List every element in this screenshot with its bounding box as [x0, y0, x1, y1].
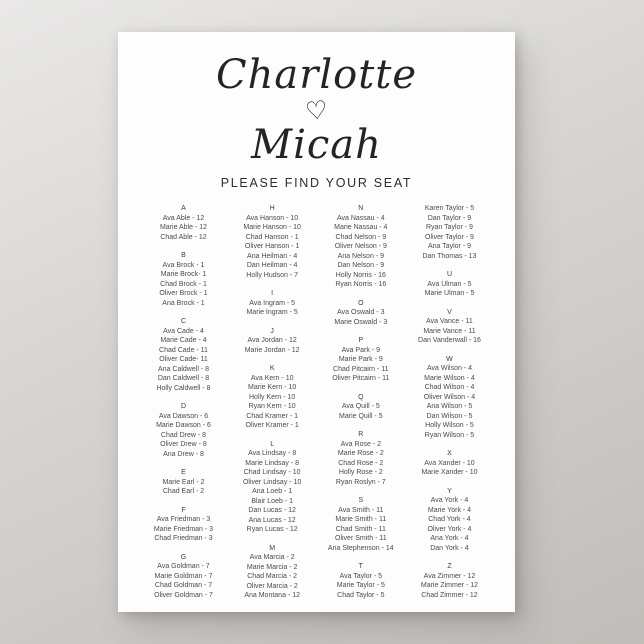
- group-letter: A: [181, 205, 186, 213]
- guest-entry: Dan York - 4: [430, 544, 469, 552]
- guest-entry: Ana Heilman - 4: [247, 252, 298, 260]
- heart-icon: ♡: [303, 95, 330, 127]
- guest-entry: Holly Kern - 10: [249, 393, 296, 401]
- guest-entry: Chad Hanson - 1: [245, 233, 299, 241]
- group-letter: S: [358, 497, 364, 505]
- guest-column: [317, 204, 404, 610]
- letter-group: [229, 544, 316, 601]
- letter-group: [140, 468, 227, 497]
- guest-entry: Holly Caldwell - 8: [156, 384, 211, 392]
- guest-entry: Marie Ulman - 5: [424, 290, 475, 298]
- guest-entry: Ava Brock - 1: [162, 261, 205, 269]
- seating-chart-poster: [118, 32, 515, 612]
- letter-group: [317, 299, 404, 328]
- guest-entry: Dan Nelson - 9: [337, 262, 385, 270]
- guest-entry: Marie Marcia - 2: [246, 563, 298, 571]
- group-letter: X: [447, 450, 452, 458]
- guest-entry: Oliver Kramer - 1: [245, 422, 299, 430]
- group-letter: C: [180, 318, 187, 326]
- guest-entry: Marie Ingram - 5: [246, 309, 298, 317]
- guest-entry: Ana York - 4: [430, 535, 469, 543]
- guest-entry: Marie Brock- 1: [160, 271, 207, 279]
- guest-entry: Ana Caldwell - 8: [158, 365, 209, 373]
- guest-entry: Oliver York - 4: [427, 525, 472, 533]
- letter-group: [140, 506, 227, 544]
- group-letter: B: [181, 252, 186, 260]
- guest-entry: Marie Hanson - 10: [243, 224, 301, 232]
- guest-entry: Ana Drew - 8: [163, 450, 204, 458]
- find-your-seat-heading: PLEASE FIND YOUR SEAT: [220, 176, 413, 191]
- guest-entry: Dan Vanderwall - 16: [418, 337, 481, 345]
- letter-group: [140, 317, 227, 393]
- letter-group: [406, 562, 493, 600]
- group-letter: K: [269, 365, 275, 373]
- letter-group: [317, 496, 404, 553]
- guest-columns: [118, 190, 515, 610]
- guest-entry: Marie Nassau - 4: [334, 224, 388, 232]
- guest-entry: Ava Oswald - 3: [337, 309, 385, 317]
- group-letter: Q: [358, 393, 364, 401]
- group-letter: M: [269, 544, 276, 552]
- guest-column: [229, 204, 316, 610]
- guest-entry: Oliver Lindsay - 10: [242, 478, 302, 486]
- guest-entry: Oliver Drew - 8: [160, 441, 207, 449]
- guest-entry: Ava Park - 9: [341, 346, 380, 354]
- guest-entry: Marie York - 4: [427, 506, 472, 514]
- group-letter: W: [446, 355, 453, 363]
- letter-group: [406, 487, 493, 554]
- guest-entry: Chad Cade - 11: [159, 346, 208, 354]
- guest-entry: Ava Ulman - 5: [427, 280, 472, 288]
- letter-group: [229, 289, 316, 318]
- group-letter: I: [271, 290, 274, 298]
- letter-group: [229, 327, 316, 356]
- letter-group: [140, 402, 227, 459]
- guest-entry: Oliver Hanson - 1: [244, 243, 300, 251]
- guest-entry: Marie Dawson - 6: [156, 422, 211, 430]
- group-letter: G: [180, 553, 187, 561]
- title-block: [118, 32, 515, 190]
- guest-entry: Marie Wilson - 4: [424, 374, 475, 382]
- letter-group: [406, 270, 493, 299]
- guest-entry: Dan Caldwell - 8: [157, 375, 210, 383]
- letter-group: [229, 440, 316, 535]
- guest-entry: Marie Cade - 4: [160, 337, 207, 345]
- group-letter: P: [358, 337, 364, 345]
- guest-entry: Ava Hanson - 10: [246, 214, 299, 222]
- guest-entry: Marie Jordan - 12: [244, 346, 300, 354]
- guest-entry: Ana Wilson - 5: [426, 403, 473, 411]
- guest-entry: Ava Ingram - 5: [249, 299, 296, 307]
- guest-entry: Oliver Pitcairn - 11: [332, 375, 390, 383]
- guest-entry: Ryan Taylor - 9: [425, 224, 473, 232]
- guest-entry: Dan Thomas - 13: [422, 252, 477, 260]
- guest-entry: Dan Wilson - 5: [426, 412, 473, 420]
- guest-entry: Ava Lindsay - 8: [248, 450, 297, 458]
- guest-entry: Chad Rose - 2: [338, 459, 384, 467]
- guest-entry: Ava Able - 12: [162, 214, 205, 222]
- guest-entry: Chad Zimmer - 12: [421, 591, 478, 599]
- guest-entry: Ava Marcia - 2: [249, 554, 295, 562]
- guest-entry: Chad Marcia - 2: [247, 573, 298, 581]
- guest-entry: Ryan Wilson - 5: [424, 431, 475, 439]
- letter-group: [406, 204, 493, 261]
- letter-group: [317, 204, 404, 290]
- guest-entry: Marie Oswald - 3: [334, 318, 388, 326]
- group-letter: V: [447, 308, 452, 316]
- guest-entry: Ana Nelson - 9: [337, 252, 384, 260]
- letter-group: [317, 562, 404, 600]
- guest-entry: Ava Cade - 4: [163, 327, 204, 335]
- guest-column: [140, 204, 227, 610]
- guest-entry: Ava Nassau - 4: [336, 214, 385, 222]
- group-letter: T: [358, 563, 363, 571]
- group-letter: Y: [447, 487, 452, 495]
- group-letter: N: [358, 205, 364, 213]
- guest-entry: Chad Brock - 1: [160, 280, 207, 288]
- guest-entry: Ana Loeb - 1: [252, 488, 293, 496]
- guest-entry: Marie Lindsay - 8: [245, 459, 299, 467]
- guest-entry: Ava Wilson - 4: [426, 365, 472, 373]
- guest-entry: Marie Taylor - 5: [336, 582, 385, 590]
- guest-entry: Ryan Lucas - 12: [246, 526, 298, 534]
- guest-entry: Ava Goldman - 7: [157, 563, 210, 571]
- guest-entry: Chad Friedman - 3: [154, 535, 213, 543]
- guest-entry: Chad Kramer - 1: [246, 412, 299, 420]
- guest-entry: Oliver Taylor - 9: [425, 233, 474, 241]
- letter-group: [317, 336, 404, 384]
- guest-entry: Marie Xander - 10: [421, 469, 478, 477]
- group-letter: E: [181, 469, 186, 477]
- guest-entry: Ana Brock - 1: [162, 299, 205, 307]
- guest-column: [406, 204, 493, 610]
- guest-entry: Chad Earl - 2: [162, 488, 205, 496]
- group-letter: L: [270, 440, 275, 448]
- guest-entry: Marie Park - 9: [338, 356, 383, 364]
- guest-entry: Ava Smith - 11: [338, 506, 384, 514]
- letter-group: [140, 204, 227, 242]
- guest-entry: Dan Taylor - 9: [427, 214, 472, 222]
- guest-entry: Ava Dawson - 6: [158, 412, 209, 420]
- guest-entry: Ryan Kern - 10: [248, 403, 296, 411]
- guest-entry: Ava Jordan - 12: [247, 337, 297, 345]
- guest-entry: Marie Goldman - 7: [154, 572, 213, 580]
- guest-entry: Marie Friedman - 3: [153, 525, 214, 533]
- guest-entry: Chad Drew - 8: [160, 431, 207, 439]
- guest-entry: Ryan Roslyn - 7: [335, 478, 386, 486]
- guest-entry: Dan Heilman - 4: [246, 262, 298, 270]
- group-letter: O: [358, 299, 364, 307]
- letter-group: [406, 355, 493, 441]
- guest-entry: Ana Lucas - 12: [248, 516, 296, 524]
- group-letter: F: [181, 506, 186, 514]
- guest-entry: Holly Hudson - 7: [246, 271, 299, 279]
- group-letter: D: [180, 403, 187, 411]
- guest-entry: Marie Able - 12: [159, 224, 208, 232]
- guest-entry: Oliver Marcia - 2: [246, 582, 298, 590]
- guest-entry: Marie Smith - 11: [335, 516, 387, 524]
- guest-entry: Ana Taylor - 9: [427, 243, 471, 251]
- bride-name: Charlotte: [215, 52, 418, 98]
- guest-entry: Ava Zimmer - 12: [423, 572, 476, 580]
- letter-group: [140, 251, 227, 308]
- guest-entry: Marie Quill - 5: [339, 412, 383, 420]
- guest-entry: Ava Vance - 11: [426, 318, 473, 326]
- guest-entry: Ana Montana - 12: [244, 592, 300, 600]
- guest-entry: Karen Taylor - 5: [424, 205, 475, 213]
- guest-entry: Ava Taylor - 5: [339, 572, 383, 580]
- guest-entry: Blair Loeb - 1: [251, 497, 293, 505]
- guest-entry: Marie Vance - 11: [423, 327, 476, 335]
- guest-entry: Marie Earl - 2: [162, 478, 205, 486]
- guest-entry: Ava Friedman - 3: [156, 516, 211, 524]
- guest-entry: Ana Stephenson - 14: [327, 544, 394, 552]
- guest-entry: Holly Rose - 2: [338, 469, 383, 477]
- guest-entry: Oliver Cade- 11: [159, 356, 208, 364]
- guest-entry: Ava Quill - 5: [341, 403, 380, 411]
- guest-entry: Chad Smith - 11: [335, 525, 386, 533]
- group-letter: J: [270, 327, 274, 335]
- groom-name: Micah: [251, 122, 382, 169]
- guest-entry: Chad Goldman - 7: [154, 582, 213, 590]
- guest-entry: Oliver Wilson - 4: [423, 393, 476, 401]
- guest-entry: Ava Kern - 10: [250, 374, 294, 382]
- guest-entry: Marie Kern - 10: [248, 384, 297, 392]
- guest-entry: Chad Pitcairn - 11: [333, 365, 389, 373]
- letter-group: [317, 430, 404, 487]
- guest-entry: Dan Lucas - 12: [248, 507, 296, 515]
- guest-entry: Chad Able - 12: [160, 233, 207, 241]
- guest-entry: Oliver Brock - 1: [159, 290, 208, 298]
- guest-entry: Oliver Nelson - 9: [334, 243, 387, 251]
- guest-entry: Marie Zimmer - 12: [420, 582, 479, 590]
- group-letter: R: [358, 431, 364, 439]
- guest-entry: Oliver Goldman - 7: [154, 591, 213, 599]
- letter-group: [140, 553, 227, 601]
- guest-entry: Chad Taylor - 5: [337, 591, 385, 599]
- guest-entry: Marie Rose - 2: [337, 450, 384, 458]
- guest-entry: Chad Lindsay - 10: [243, 469, 301, 477]
- guest-entry: Chad Wilson - 4: [424, 384, 475, 392]
- guest-entry: Ava Rose - 2: [340, 440, 381, 448]
- letter-group: [229, 364, 316, 431]
- guest-entry: Ryan Norris - 16: [335, 281, 387, 289]
- guest-entry: Chad York - 4: [428, 516, 471, 524]
- guest-entry: Holly Wilson - 5: [425, 422, 474, 430]
- letter-group: [406, 308, 493, 346]
- guest-entry: Ava York - 4: [430, 497, 469, 505]
- guest-entry: Holly Norris - 16: [335, 271, 386, 279]
- group-letter: U: [446, 271, 452, 279]
- guest-entry: Oliver Smith - 11: [335, 535, 387, 543]
- letter-group: [317, 393, 404, 422]
- group-letter: Z: [447, 563, 452, 571]
- guest-entry: Chad Nelson - 9: [335, 233, 387, 241]
- group-letter: H: [269, 205, 275, 213]
- letter-group: [406, 449, 493, 478]
- guest-entry: Ava Xander - 10: [424, 459, 475, 467]
- letter-group: [229, 204, 316, 280]
